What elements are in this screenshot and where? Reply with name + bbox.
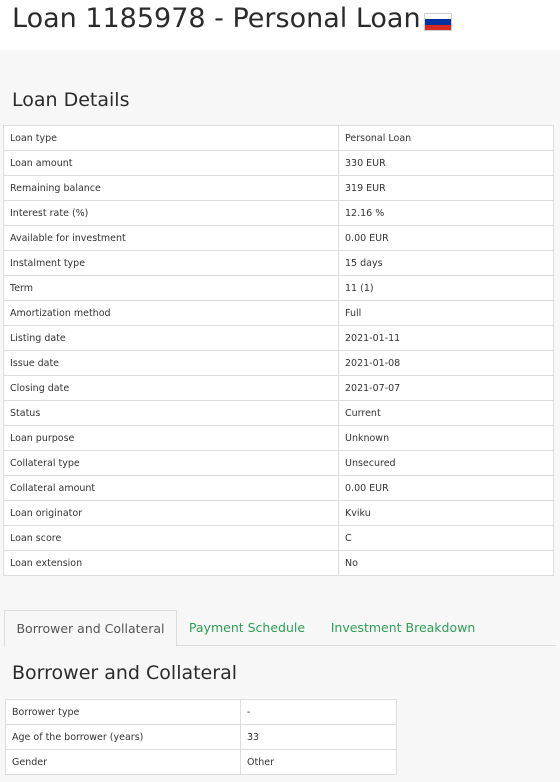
row-label: Borrower type xyxy=(6,700,241,725)
row-label: Collateral amount xyxy=(4,476,339,501)
table-row xyxy=(4,501,554,526)
row-label: Loan extension xyxy=(4,551,339,576)
row-label: Loan originator xyxy=(4,501,339,526)
table-row xyxy=(4,551,554,576)
row-label: Remaining balance xyxy=(4,176,339,201)
row-value: 330 EUR xyxy=(339,151,554,176)
table-row xyxy=(6,700,397,725)
row-value: Kviku xyxy=(339,501,554,526)
tab-payment-schedule[interactable]: Payment Schedule xyxy=(188,620,306,635)
row-label: Loan purpose xyxy=(4,426,339,451)
row-value: 0.00 EUR xyxy=(339,226,554,251)
row-value: 15 days xyxy=(339,251,554,276)
row-value: 0.00 EUR xyxy=(339,476,554,501)
table-row xyxy=(4,151,554,176)
row-value: Current xyxy=(339,401,554,426)
table-row xyxy=(4,251,554,276)
row-value: C xyxy=(339,526,554,551)
row-value: Other xyxy=(241,750,397,775)
table-row xyxy=(4,451,554,476)
row-label: Available for investment xyxy=(4,226,339,251)
row-label: Loan score xyxy=(4,526,339,551)
row-label: Interest rate (%) xyxy=(4,201,339,226)
table-row xyxy=(4,176,554,201)
table-row xyxy=(4,476,554,501)
table-row xyxy=(4,226,554,251)
tab-bar xyxy=(4,610,556,646)
table-row xyxy=(4,126,554,151)
row-label: Gender xyxy=(6,750,241,775)
borrower-section-title: Borrower and Collateral xyxy=(12,662,237,684)
row-value: 319 EUR xyxy=(339,176,554,201)
row-value: 2021-01-08 xyxy=(339,351,554,376)
russia-flag-icon xyxy=(424,13,452,31)
row-value: 11 (1) xyxy=(339,276,554,301)
table-row xyxy=(4,351,554,376)
row-label: Term xyxy=(4,276,339,301)
row-value: Unsecured xyxy=(339,451,554,476)
borrower-table xyxy=(5,699,397,775)
row-label: Collateral type xyxy=(4,451,339,476)
row-value: Unknown xyxy=(339,426,554,451)
row-label: Loan type xyxy=(4,126,339,151)
table-row xyxy=(4,401,554,426)
row-label: Instalment type xyxy=(4,251,339,276)
row-label: Status xyxy=(4,401,339,426)
row-label: Issue date xyxy=(4,351,339,376)
tab-investment-breakdown[interactable]: Investment Breakdown xyxy=(330,620,476,635)
table-row xyxy=(4,376,554,401)
row-value: - xyxy=(241,700,397,725)
table-row xyxy=(6,725,397,750)
row-value: 2021-07-07 xyxy=(339,376,554,401)
table-row xyxy=(4,276,554,301)
row-value: Full xyxy=(339,301,554,326)
row-label: Amortization method xyxy=(4,301,339,326)
table-row xyxy=(6,750,397,775)
table-row xyxy=(4,526,554,551)
row-label: Listing date xyxy=(4,326,339,351)
loan-details-title: Loan Details xyxy=(12,89,130,111)
row-value: 2021-01-11 xyxy=(339,326,554,351)
row-value: No xyxy=(339,551,554,576)
row-label: Age of the borrower (years) xyxy=(6,725,241,750)
table-row xyxy=(4,301,554,326)
row-label: Loan amount xyxy=(4,151,339,176)
page-title: Loan 1185978 - Personal Loan xyxy=(12,3,421,34)
row-label: Closing date xyxy=(4,376,339,401)
table-row xyxy=(4,426,554,451)
table-row xyxy=(4,326,554,351)
row-value: Personal Loan xyxy=(339,126,554,151)
tab-borrower-and-collateral[interactable]: Borrower and Collateral xyxy=(4,610,177,647)
row-value: 33 xyxy=(241,725,397,750)
loan-details-table xyxy=(3,125,554,576)
row-value: 12.16 % xyxy=(339,201,554,226)
table-row xyxy=(4,201,554,226)
